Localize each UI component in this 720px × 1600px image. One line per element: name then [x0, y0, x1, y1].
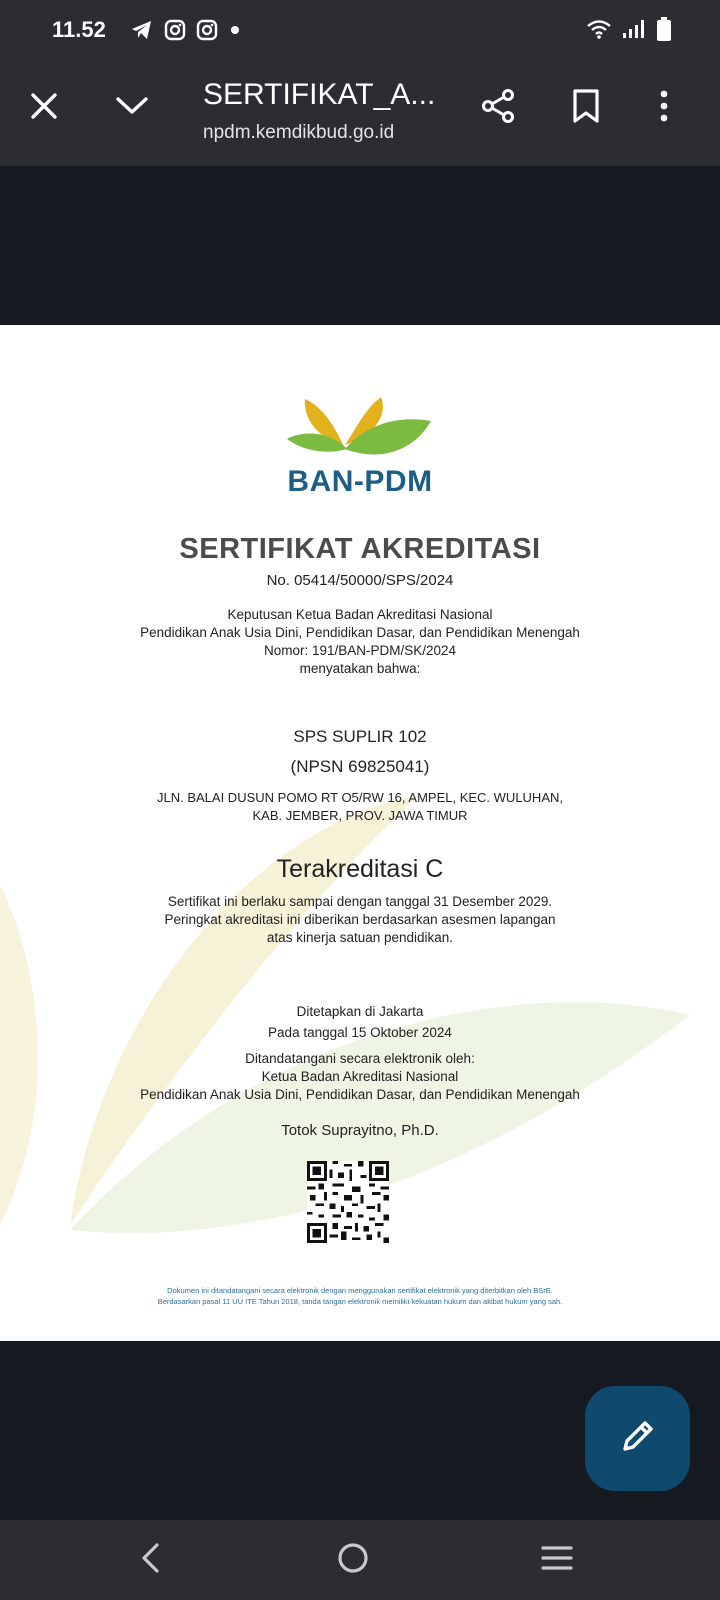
- signer-name: Totok Suprayitno, Ph.D.: [281, 1122, 439, 1139]
- certificate-number: No. 05414/50000/SPS/2024: [266, 572, 454, 589]
- instagram-icon: [164, 19, 186, 46]
- org-logo-text: BAN-PDM: [287, 465, 433, 498]
- recents-button[interactable]: [535, 1538, 579, 1582]
- collapse-button[interactable]: [108, 84, 156, 132]
- issued-line: Pada tanggal 15 Oktober 2024: [268, 1025, 452, 1040]
- browser-toolbar: [0, 62, 720, 166]
- system-icons: [586, 16, 672, 47]
- school-address-line: JLN. BALAI DUSUN POMO RT O5/RW 16, AMPEL, KEC. WULUHAN,: [157, 790, 563, 805]
- status-bar: [0, 0, 720, 62]
- home-button[interactable]: [331, 1538, 375, 1582]
- wifi-icon: [586, 18, 612, 45]
- instagram-icon: [196, 19, 218, 46]
- ban-pdm-logo: [285, 387, 435, 467]
- legal-footer-line: Dokumen ini ditandatangani secara elektronik dengan menggunakan sertifikat elektronik yang diterbitkan oleh BSrE.: [167, 1286, 553, 1295]
- qr-code[interactable]: [307, 1161, 389, 1243]
- bookmark-button[interactable]: [562, 84, 610, 132]
- school-address-line: KAB. JEMBER, PROV. JAWA TIMUR: [252, 808, 468, 823]
- more-vert-icon: [658, 89, 670, 128]
- decree-line: Nomor: 191/BAN-PDM/SK/2024: [263, 643, 457, 658]
- close-icon: [29, 91, 59, 126]
- validity-line: Peringkat akreditasi ini diberikan berdasarkan asesmen lapangan: [164, 912, 556, 927]
- back-icon: [139, 1542, 161, 1579]
- certificate-title: SERTIFIKAT AKREDITASI: [179, 533, 541, 565]
- home-icon: [336, 1541, 370, 1580]
- page-title: SERTIFIKAT_A...: [203, 78, 436, 111]
- signed-by-line: Pendidikan Anak Usia Dini, Pendidikan Dasar, dan Pendidikan Menengah: [140, 1087, 580, 1102]
- signal-icon: [622, 18, 646, 45]
- navigation-bar: [0, 1520, 720, 1600]
- signed-by-line: Ditandatangani secara elektronik oleh:: [245, 1051, 475, 1066]
- accreditation-status: Terakreditasi C: [276, 855, 444, 883]
- telegram-icon: [130, 18, 154, 47]
- signed-by-line: Ketua Badan Akreditasi Nasional: [261, 1069, 459, 1084]
- validity-line: Sertifikat ini berlaku sampai dengan tanggal 31 Desember 2029.: [167, 894, 553, 909]
- certificate-page[interactable]: [0, 325, 720, 1341]
- status-time: 11.52: [52, 17, 106, 42]
- school-npsn: (NPSN 69825041): [290, 757, 430, 776]
- notification-icons: [130, 18, 242, 47]
- back-button[interactable]: [128, 1538, 172, 1582]
- pencil-icon: [618, 1416, 658, 1461]
- school-name: SPS SUPLIR 102: [293, 727, 427, 746]
- decree-line: menyatakan bahwa:: [299, 661, 421, 676]
- more-options-button[interactable]: [640, 84, 688, 132]
- decree-line: Keputusan Ketua Badan Akreditasi Nasional: [227, 607, 493, 622]
- issued-line: Ditetapkan di Jakarta: [296, 1004, 424, 1019]
- page-url[interactable]: npdm.kemdikbud.go.id: [203, 122, 395, 143]
- edit-button[interactable]: [585, 1386, 690, 1491]
- decree-line: Pendidikan Anak Usia Dini, Pendidikan Dasar, dan Pendidikan Menengah: [140, 625, 580, 640]
- chevron-down-icon: [115, 95, 149, 122]
- dot-icon: [228, 23, 242, 42]
- close-button[interactable]: [20, 84, 68, 132]
- bookmark-icon: [572, 88, 600, 129]
- validity-line: atas kinerja satuan pendidikan.: [266, 930, 454, 945]
- battery-icon: [656, 16, 672, 47]
- share-icon: [480, 88, 516, 129]
- recents-icon: [540, 1544, 574, 1577]
- share-button[interactable]: [474, 84, 522, 132]
- legal-footer-line: Berdasarkan pasal 11 UU ITE Tahun 2018, tanda tangan elektronik memiliki kekuatan hukum dan akibat hukum yang sah.: [157, 1297, 563, 1306]
